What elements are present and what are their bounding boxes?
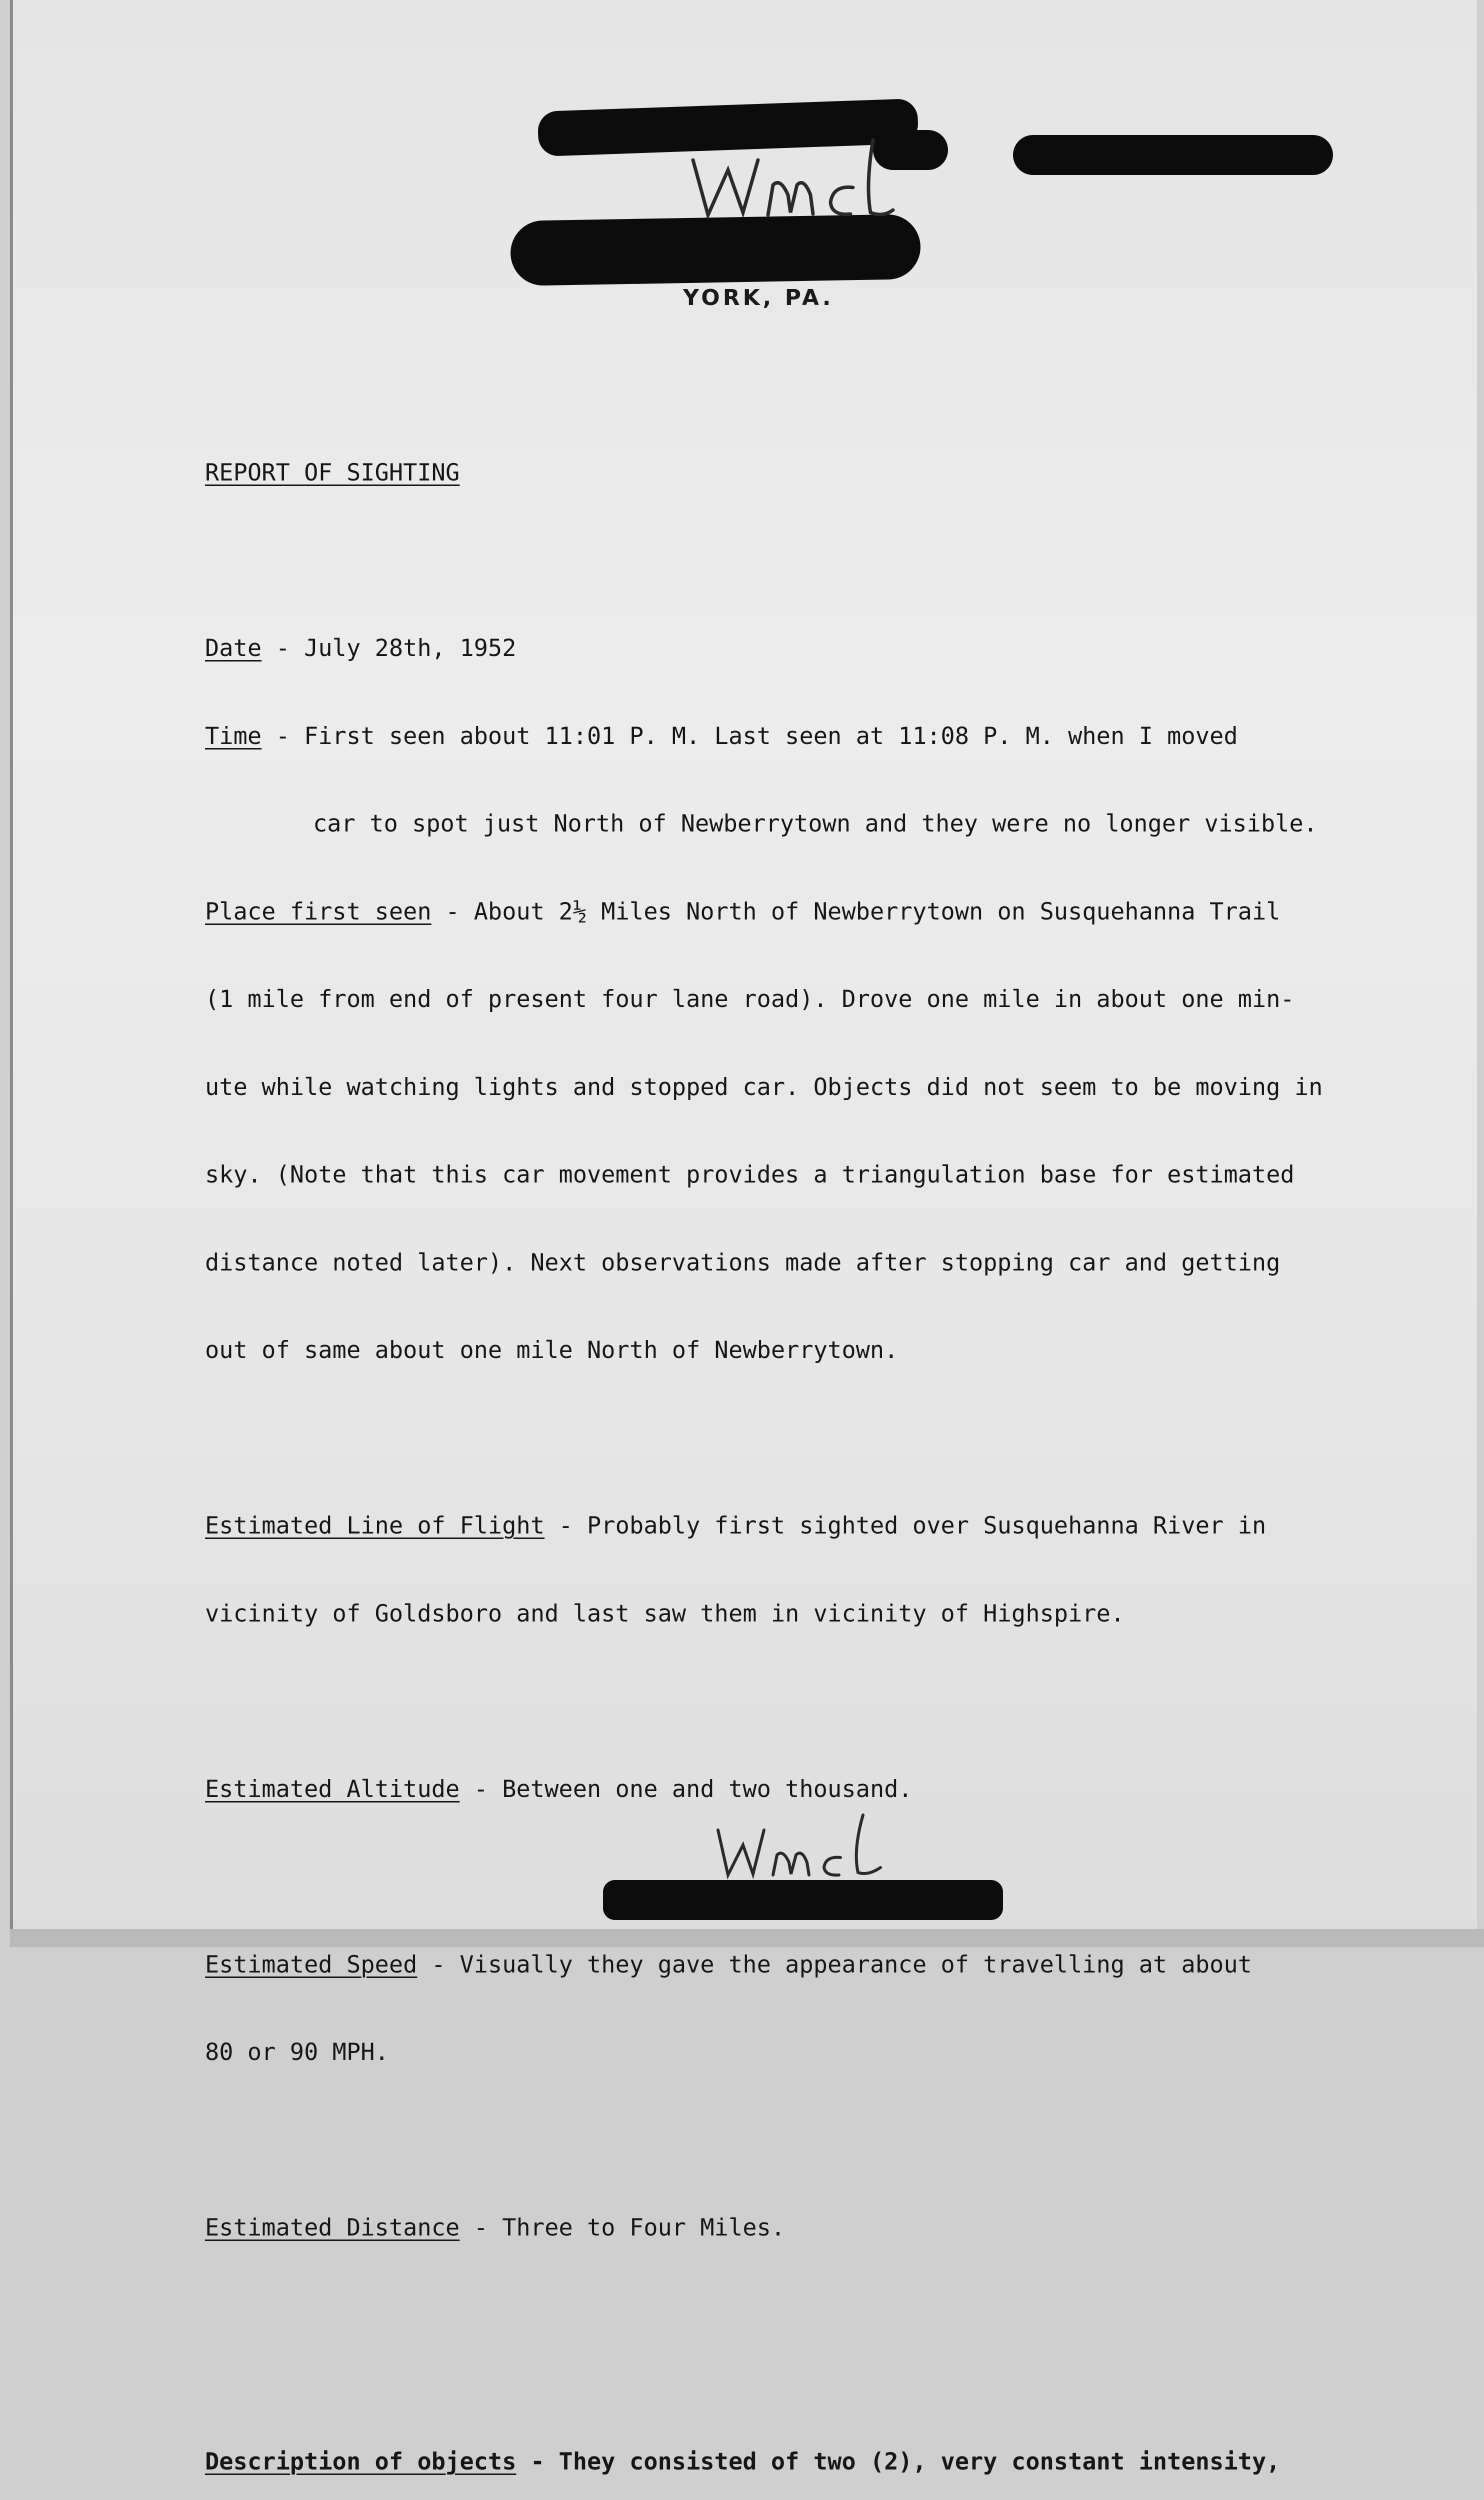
report-title: REPORT OF SIGHTING <box>205 459 460 486</box>
footer-handwritten-initials <box>703 1810 913 1885</box>
time-line <box>205 722 1415 752</box>
speed-label: Estimated Speed <box>205 1950 418 1978</box>
scan-bottom-edge <box>10 1929 1484 1947</box>
letterhead-city: YORK, PA. <box>683 285 834 310</box>
letterhead <box>463 90 1338 320</box>
altitude-value: - Between one and two thousand. <box>460 1775 912 1803</box>
description-value: - They consisted of two (2), very constant intensity, <box>516 2448 1280 2476</box>
flight-label: Estimated Line of Flight <box>205 1512 545 1540</box>
altitude-label: Estimated Altitude <box>205 1775 460 1803</box>
flight-value: - Probably first sighted over Susquehanna River in <box>544 1512 1266 1540</box>
date-label: Date <box>205 634 262 662</box>
date-line <box>205 634 1415 664</box>
speed-line <box>205 1950 1415 1980</box>
flight-text-line: vicinity of Goldsboro and last saw them in vicinity of Highspire. <box>205 1600 1125 1628</box>
footer-redaction-bar <box>603 1880 1003 1920</box>
time-label: Time <box>205 722 262 750</box>
altitude-line <box>205 1775 1415 1804</box>
distance-line <box>205 2214 1415 2243</box>
place-text-line: (1 mile from end of present four lane road). Drove one mile in about one min- <box>205 986 1294 1013</box>
place-line <box>205 898 1415 927</box>
redaction-bar <box>1013 135 1333 175</box>
date-value: - July 28th, 1952 <box>262 634 516 662</box>
distance-label: Estimated Distance <box>205 2214 460 2242</box>
speed-text-line: 80 or 90 MPH. <box>205 2038 389 2066</box>
time-value: - First seen about 11:01 P. M. Last seen at 11:08 P. M. when I moved <box>262 722 1238 750</box>
place-text-line: out of same about one mile North of Newberrytown. <box>205 1336 898 1364</box>
place-value: - About 2½ Miles North of Newberrytown on Susquehanna Trail <box>431 898 1280 926</box>
document-page <box>10 0 1477 2476</box>
place-text-line: distance noted later). Next observations made after stopping car and getting <box>205 1248 1280 1276</box>
speed-value: - Visually they gave the appearance of travelling at about <box>417 1950 1252 1978</box>
place-text-line: sky. (Note that this car movement provides a triangulation base for estimated <box>205 1161 1294 1188</box>
description-line <box>205 2448 1415 2477</box>
report-body <box>205 400 1415 2500</box>
time-continuation: car to spot just North of Newberrytown and they were no longer visible. <box>313 810 1318 838</box>
place-label: Place first seen <box>205 898 432 926</box>
report-title-line <box>205 458 1415 488</box>
handwritten-initials <box>673 130 953 240</box>
distance-value: - Three to Four Miles. <box>460 2214 786 2242</box>
place-text-line: ute while watching lights and stopped car. Objects did not seem to be moving in <box>205 1073 1323 1101</box>
flight-line <box>205 1512 1415 1541</box>
description-label: Description of objects <box>205 2448 516 2476</box>
